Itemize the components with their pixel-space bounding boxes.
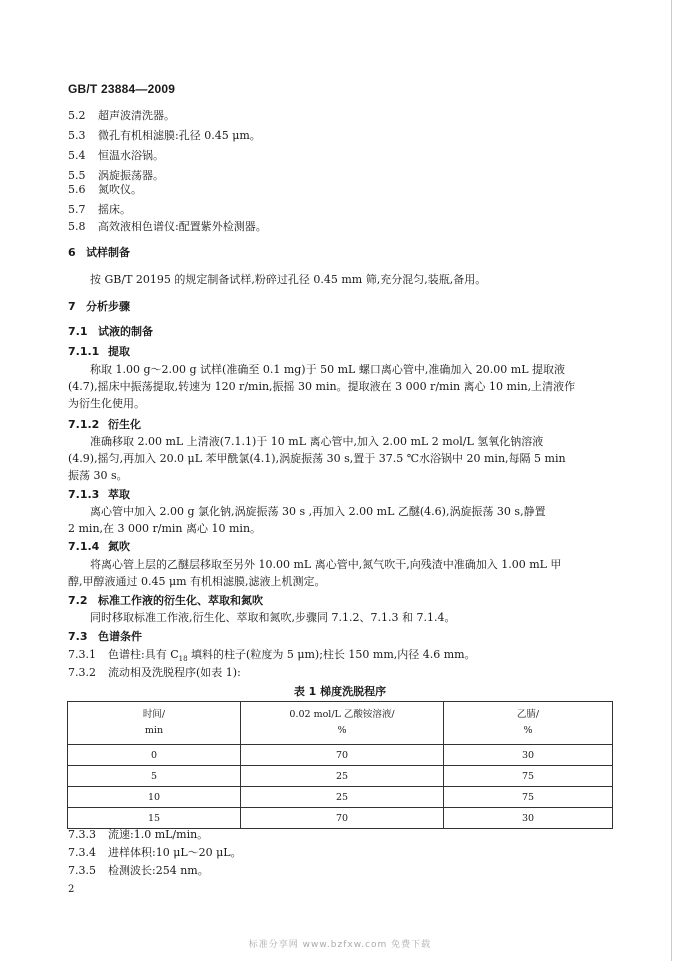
- table-header-row: [68, 702, 613, 745]
- list-item: 5.5 涡旋振荡器。: [68, 169, 164, 182]
- list-item: 5.4 恒温水浴锅。: [68, 149, 164, 162]
- paragraph: 同时移取标准工作液,衍生化、萃取和氮吹,步骤同 7.1.2、7.1.3 和 7.1.4。: [90, 611, 456, 624]
- table-cell: 5: [68, 766, 241, 787]
- page-number: 2: [68, 884, 75, 895]
- paragraph: 按 GB/T 20195 的规定制备试样,粉碎过孔径 0.45 mm 筛,充分混匀,装瓶,备用。: [90, 273, 487, 286]
- table-row: [68, 808, 613, 829]
- page-edge: [671, 0, 672, 961]
- paragraph: 离心管中加入 2.00 g 氯化钠,涡旋振荡 30 s ,再加入 2.00 mL 乙醚(4.6),涡旋振荡 30 s,静置 2 min,在 3 000 r/min 离心 10 min。: [68, 505, 546, 535]
- list-item: 7.3.2 流动相及洗脱程序(如表 1):: [68, 666, 241, 679]
- table-row: [68, 766, 613, 787]
- list-item: 7.3.1 色谱柱:具有 $C_{18}$ 填料的柱子(粒度为 5 μm);柱长 150 mm,内径 4.6 mm。: [68, 648, 476, 664]
- list-item: 7.3.5 检测波长:254 nm。: [68, 864, 209, 877]
- table-caption: 表 1 梯度洗脱程序: [293, 685, 387, 698]
- table-cell: 15: [68, 808, 241, 829]
- subsection-heading: 7.3 色谱条件: [68, 630, 142, 643]
- list-item: 5.6 氮吹仪。: [68, 183, 142, 196]
- subsection-heading: 7.1.3 萃取: [68, 488, 130, 501]
- subsection-heading: 7.1.1 提取: [68, 345, 130, 358]
- subsection-heading: 7.1.4 氮吹: [68, 540, 130, 553]
- paragraph: 称取 1.00 g～2.00 g 试样(准确至 0.1 mg)于 50 mL 螺口离心管中,准确加入 20.00 mL 提取液 (4.7),摇床中振荡提取,转速为 120 r/min,振摇 30 min。提取液在 3 000 r/min 离心 10 min,上清液作 为衍生化使用。: [68, 363, 576, 410]
- table-row: [68, 787, 613, 808]
- table-cell: 75: [444, 787, 613, 808]
- list-item: 7.3.4 进样体积:10 μL～20 μL。: [68, 846, 242, 859]
- table-cell: 10: [68, 787, 241, 808]
- list-item: 5.3 微孔有机相滤膜:孔径 0.45 μm。: [68, 129, 261, 142]
- list-item: 7.3.3 流速:1.0 mL/min。: [68, 828, 209, 841]
- table-cell: 75: [444, 766, 613, 787]
- table-cell: 0: [68, 745, 241, 766]
- gradient-table: [67, 701, 613, 829]
- table-header: 0.02 mol/L 乙酸铵溶液/ %: [241, 702, 444, 745]
- subsection-heading: 7.1.2 衍生化: [68, 418, 141, 431]
- standard-number: GB/T 23884—2009: [68, 82, 176, 96]
- table-header: 乙腈/ %: [444, 702, 613, 745]
- paragraph: 准确移取 2.00 mL 上清液(7.1.1)于 10 mL 离心管中,加入 2.00 mL 2 mol/L 氢氧化钠溶液 (4.9),摇匀,再加入 20.0 μL 苯甲酰氯(4.1),涡旋振荡 30 s,置于 37.5 ℃水浴锅中 20 min,每隔 5 min 振荡 30 s。: [68, 435, 566, 482]
- section-heading: 7 分析步骤: [68, 300, 130, 313]
- paragraph: 将离心管上层的乙醚层移取至另外 10.00 mL 离心管中,氮气吹干,向残渣中准确加入 1.00 mL 甲 醇,甲醇液通过 0.45 μm 有机相滤膜,滤液上机测定。: [68, 558, 562, 588]
- list-item: 5.2 超声波清洗器。: [68, 109, 175, 122]
- table-cell: 30: [444, 808, 613, 829]
- watermark-footer: 标准分享网 www.bzfxw.com 免费下载: [248, 940, 432, 950]
- subsection-heading: 7.2 标准工作液的衍生化、萃取和氮吹: [68, 594, 263, 607]
- table-cell: 30: [444, 745, 613, 766]
- table-header: 时间/ min: [68, 702, 241, 745]
- list-item: 5.8 高效液相色谱仪:配置紫外检测器。: [68, 220, 267, 233]
- table-cell: 70: [241, 745, 444, 766]
- table-cell: 25: [241, 787, 444, 808]
- subsection-heading: 7.1 试液的制备: [68, 325, 153, 338]
- table-row: [68, 745, 613, 766]
- table-cell: 70: [241, 808, 444, 829]
- table-cell: 25: [241, 766, 444, 787]
- list-item: 5.7 摇床。: [68, 203, 131, 216]
- section-heading: 6 试样制备: [68, 246, 130, 259]
